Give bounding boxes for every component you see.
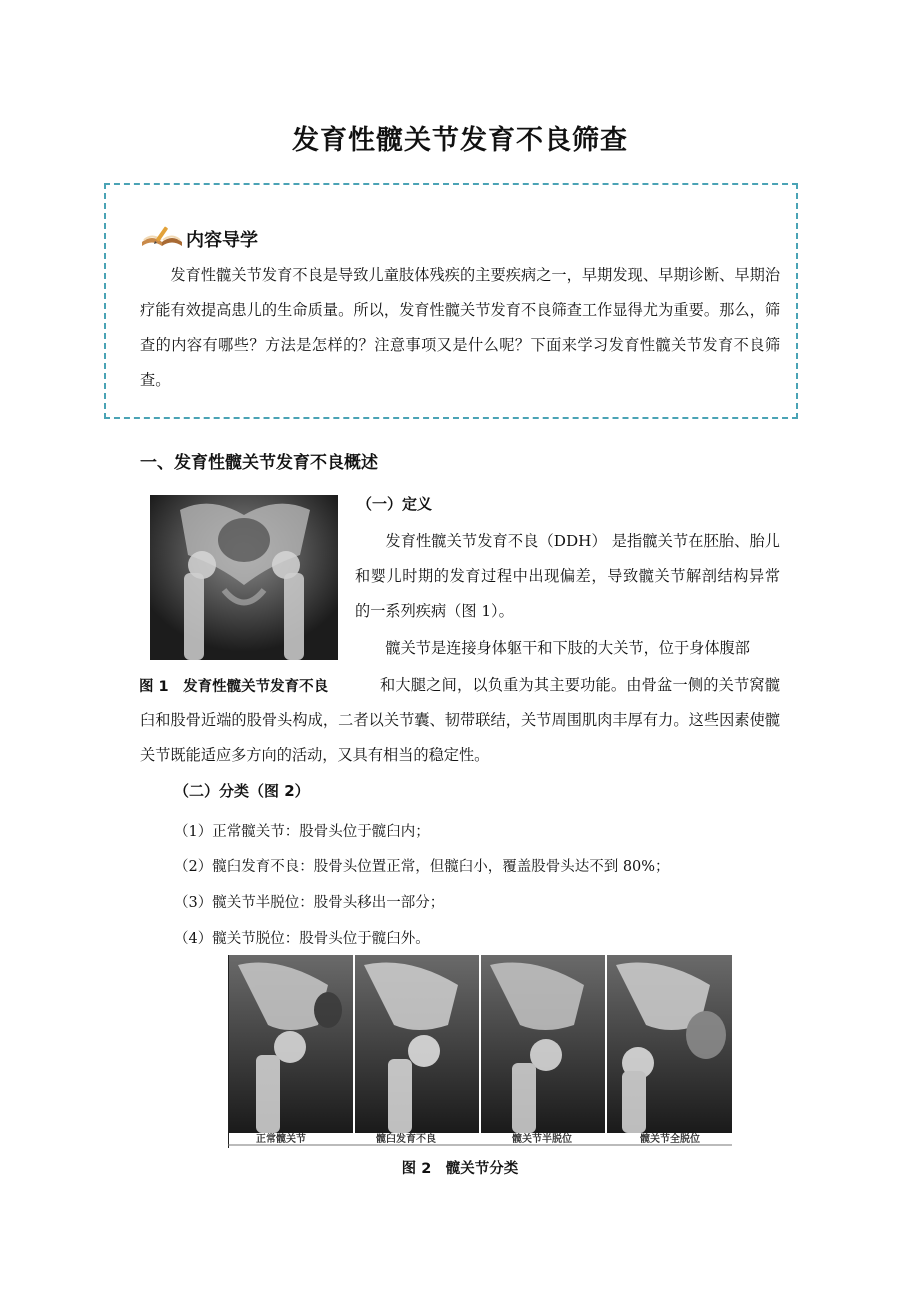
hip-paragraph-start: 髋关节是连接身体躯干和下肢的大关节，位于身体腹部	[385, 639, 750, 657]
classification-item-dislocation: （4）髋关节脱位：股骨头位于髋臼外。	[174, 931, 430, 947]
guide-paragraph: 发育性髋关节发育不良是导致儿童肢体残疾的主要疾病之一，早期发现、早期诊断、早期治疗能有效提高患儿的生命质量。所以，发育性髋关节发育不良筛查工作显得尤为重要。那么，筛查的内容有哪些？方法是怎样的？注意事项又是什么呢？下面来学习发育性髋关节发育不良筛查。	[140, 266, 780, 389]
hip-classification-xray-image	[228, 955, 732, 1148]
classification-item-dysplasia: （2）髋臼发育不良：股骨头位置正常，但髋臼小，覆盖股骨头达不到 80%；	[174, 859, 670, 875]
hip-paragraph-rest: 和大腿之间，以负重为其主要功能。由骨盆一侧的关节窝髋臼和股骨近端的股骨头构成，二者以关节囊、韧带联结，关节周围肌肉丰厚有力。这些因素使髋关节既能适应多方向的活动，又具有相当的稳定性。	[140, 676, 780, 764]
section-heading: 一、发育性髋关节发育不良概述	[140, 453, 378, 473]
panel-label-dislocation: 髋关节全脱位	[640, 1134, 700, 1145]
definition-heading: （一）定义	[357, 495, 433, 513]
figure1-caption: 图 1 发育性髋关节发育不良	[139, 679, 329, 695]
panel-label-normal: 正常髋关节	[256, 1134, 306, 1145]
classification-item-subluxation: （3）髋关节半脱位：股骨头移出一部分；	[174, 895, 445, 911]
definition-paragraph: 发育性髋关节发育不良（DDH） 是指髋关节在胚胎、胎儿和婴儿时期的发育过程中出现偏差，导致髋关节解剖结构异常的一系列疾病（图 1）。	[355, 532, 780, 620]
page-title: 发育性髋关节发育不良筛查	[292, 125, 628, 156]
guide-header	[140, 224, 258, 254]
figure2-caption: 图 2 髋关节分类	[401, 1161, 519, 1177]
classification-item-normal: （1）正常髋关节：股骨头位于髋臼内；	[174, 824, 430, 840]
open-book-pencil-icon	[140, 224, 184, 254]
panel-label-dysplasia: 髋臼发育不良	[376, 1134, 436, 1145]
classification-heading: （二）分类（图 2）	[174, 782, 310, 800]
pelvis-xray-image	[150, 495, 338, 660]
panel-label-subluxation: 髋关节半脱位	[512, 1134, 572, 1145]
guide-heading: 内容导学	[186, 230, 258, 251]
